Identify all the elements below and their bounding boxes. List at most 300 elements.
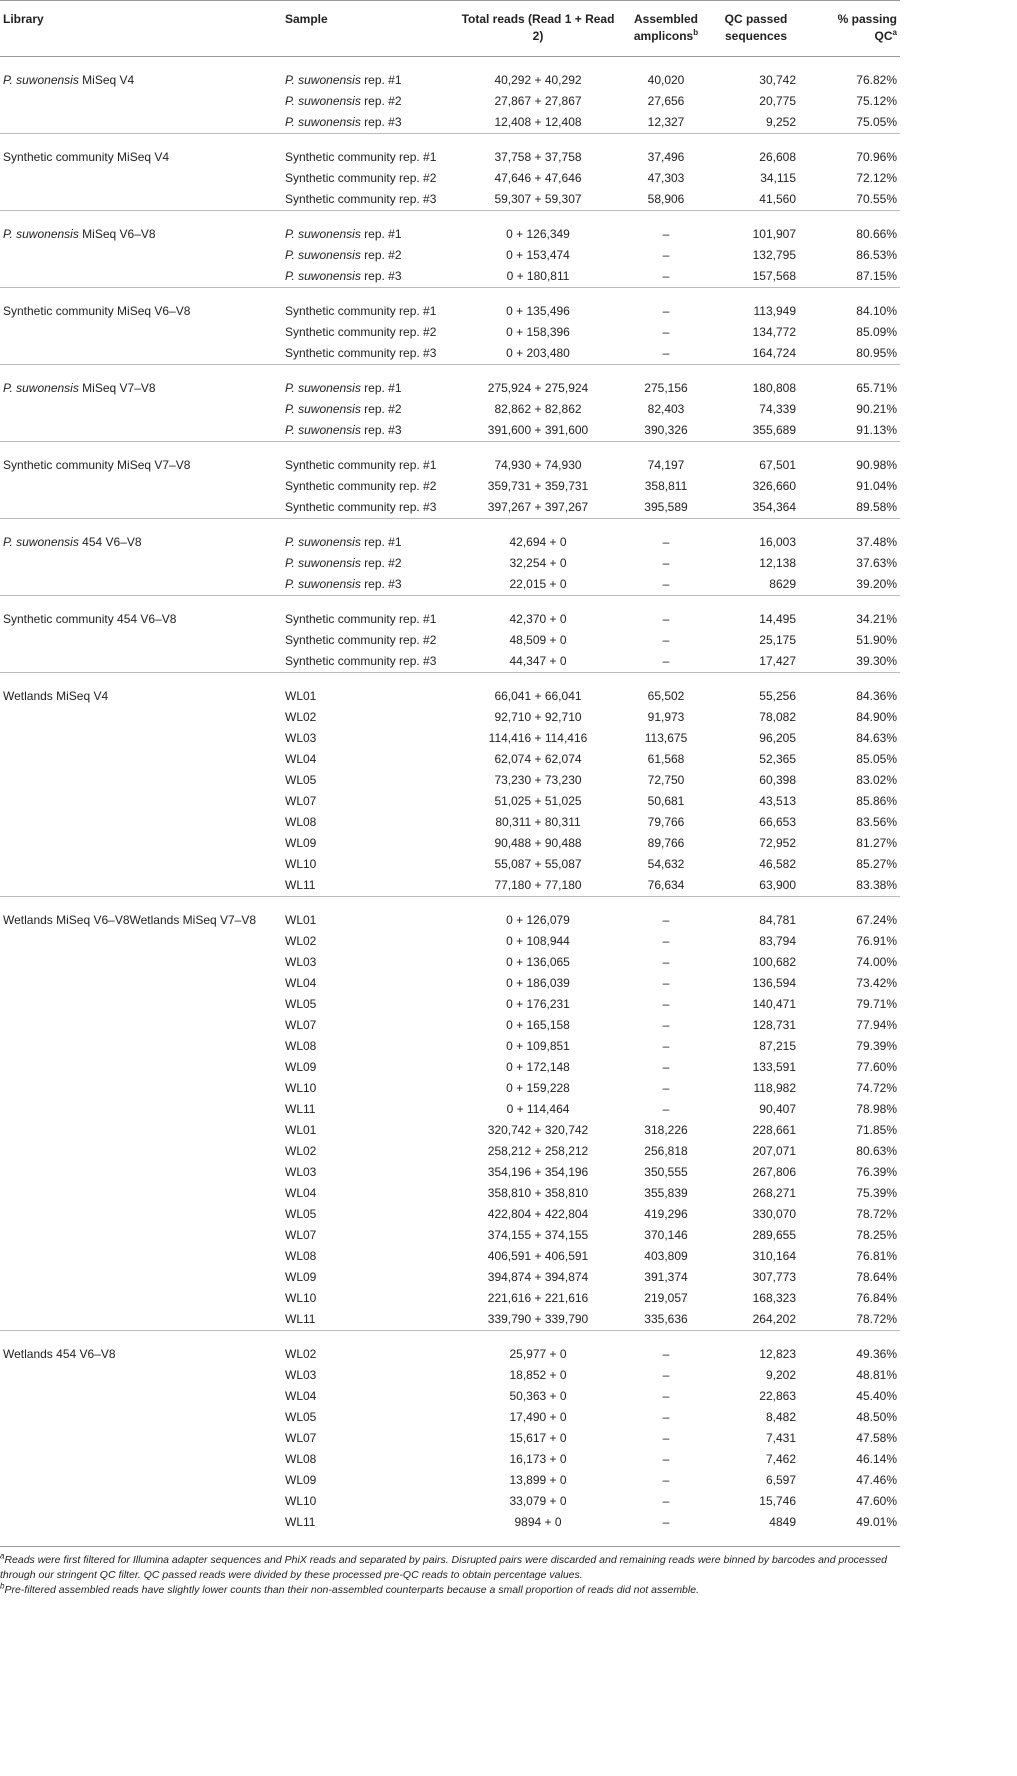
pct-passing-cell: 48.81%	[856, 1368, 897, 1382]
library-cell	[0, 749, 285, 770]
sample-cell	[285, 791, 460, 812]
total-reads-cell: 32,254 + 0	[509, 556, 567, 570]
table-row	[0, 224, 900, 245]
library-cell	[0, 1204, 285, 1225]
sample-cell	[285, 875, 460, 897]
total-reads-cell: 62,074 + 62,074	[494, 752, 582, 766]
library-name: MiSeq V6–V8	[78, 227, 156, 241]
assembled-cell: –	[662, 1515, 670, 1529]
sample-cell	[285, 749, 460, 770]
table-row	[0, 1036, 900, 1057]
assembled-cell: –	[662, 227, 670, 241]
sample-name-italic: P. suwonensis	[285, 248, 361, 262]
sample-name: WL04	[285, 752, 317, 766]
total-reads-cell: 51,025 + 51,025	[494, 794, 582, 808]
pct-passing-cell: 85.27%	[856, 857, 897, 871]
separator-cell	[716, 288, 820, 302]
sample-name: WL08	[285, 1452, 317, 1466]
table-row	[0, 973, 900, 994]
total-reads-cell: 406,591 + 406,591	[487, 1249, 589, 1263]
assembled-cell: 74,197	[647, 458, 685, 472]
qc-passed-cell: 118,982	[753, 1081, 796, 1095]
library-cell	[0, 1407, 285, 1428]
assembled-cell: 219,057	[644, 1291, 688, 1305]
separator-cell	[460, 897, 616, 911]
total-reads-cell: 422,804 + 422,804	[487, 1207, 589, 1221]
library-cell	[0, 854, 285, 875]
sample-cell	[285, 532, 460, 553]
pct-passing-cell: 75.39%	[856, 1186, 897, 1200]
table-body	[0, 57, 900, 1547]
table-row	[0, 651, 900, 673]
table-row	[0, 609, 900, 630]
total-reads-cell: 0 + 172,148	[506, 1060, 570, 1074]
qc-passed-cell: 60,398	[759, 773, 796, 787]
separator-cell	[820, 134, 900, 148]
sample-cell	[285, 707, 460, 728]
total-reads-cell: 9894 + 0	[514, 1515, 562, 1529]
library-cell	[0, 770, 285, 791]
qc-passed-cell: 90,407	[759, 1102, 796, 1116]
library-cell	[0, 1162, 285, 1183]
qc-passed-cell: 67,501	[759, 458, 796, 472]
sample-name: WL08	[285, 815, 317, 829]
qc-passed-cell: 132,795	[752, 248, 796, 262]
assembled-cell: –	[662, 248, 670, 262]
library-cell	[0, 791, 285, 812]
assembled-cell: 50,681	[647, 794, 685, 808]
sample-name-italic: P. suwonensis	[285, 381, 361, 395]
assembled-cell: –	[662, 934, 670, 948]
sample-name: Synthetic community rep. #3	[285, 192, 437, 206]
assembled-cell: 72,750	[647, 773, 685, 787]
separator-cell	[0, 596, 285, 610]
qc-passed-cell: 101,907	[752, 227, 796, 241]
table-row	[0, 812, 900, 833]
assembled-cell: –	[662, 346, 670, 360]
library-name: Wetlands MiSeq V4	[3, 689, 109, 703]
sample-name: WL11	[285, 1102, 316, 1116]
library-cell	[0, 378, 285, 399]
pct-passing-cell: 87.15%	[856, 269, 897, 283]
assembled-cell: 370,146	[644, 1228, 688, 1242]
sample-name: WL03	[285, 1368, 317, 1382]
sample-cell	[285, 497, 460, 519]
sample-cell	[285, 455, 460, 476]
sample-cell	[285, 833, 460, 854]
library-cell	[0, 1470, 285, 1491]
library-cell	[0, 1120, 285, 1141]
pct-passing-cell: 47.60%	[856, 1494, 897, 1508]
sample-name: WL01	[285, 913, 317, 927]
separator-cell	[0, 519, 285, 533]
sample-name-italic: P. suwonensis	[285, 94, 361, 108]
assembled-cell: 76,634	[647, 878, 685, 892]
separator-cell	[616, 365, 716, 379]
table-row	[0, 266, 900, 288]
qc-passed-cell: 4849	[769, 1515, 796, 1529]
sample-name: WL04	[285, 1186, 317, 1200]
separator-cell	[616, 442, 716, 456]
library-cell	[0, 1225, 285, 1246]
library-cell	[0, 812, 285, 833]
sample-cell	[285, 1344, 460, 1365]
library-cell	[0, 1015, 285, 1036]
separator-cell	[716, 519, 820, 533]
qc-passed-cell: 22,863	[759, 1389, 796, 1403]
sample-name: Synthetic community rep. #3	[285, 346, 437, 360]
sample-name: WL04	[285, 1389, 317, 1403]
group-separator	[0, 1331, 900, 1345]
qc-passed-cell: 12,138	[759, 556, 796, 570]
pct-passing-cell: 85.05%	[856, 752, 897, 766]
header-total-reads-text: Total reads (Read 1 + Read 2)	[461, 12, 615, 43]
sample-name: Synthetic community rep. #1	[285, 150, 437, 164]
library-name: Wetlands MiSeq V6–V8Wetlands MiSeq V7–V8	[3, 913, 257, 927]
sample-cell	[285, 245, 460, 266]
total-reads-cell: 0 + 159,228	[506, 1081, 570, 1095]
total-reads-cell: 47,646 + 47,646	[494, 171, 582, 185]
pct-passing-cell: 76.82%	[856, 73, 897, 87]
pct-passing-cell: 74.00%	[856, 955, 897, 969]
library-cell	[0, 70, 285, 91]
sample-name: rep. #2	[360, 556, 402, 570]
total-reads-cell: 16,173 + 0	[509, 1452, 567, 1466]
footnote-a-mark: a	[0, 1551, 5, 1561]
library-cell	[0, 189, 285, 211]
qc-passed-cell: 25,175	[759, 633, 796, 647]
library-cell	[0, 147, 285, 168]
sample-cell	[285, 1386, 460, 1407]
sample-cell	[285, 1036, 460, 1057]
sample-name: rep. #3	[360, 423, 402, 437]
total-reads-cell: 339,790 + 339,790	[487, 1312, 589, 1326]
qc-passed-cell: 8,482	[765, 1410, 796, 1424]
library-name-italic: P. suwonensis	[3, 73, 79, 87]
library-cell	[0, 1512, 285, 1533]
sample-name: WL10	[285, 1291, 317, 1305]
separator-cell	[820, 897, 900, 911]
table-row	[0, 476, 900, 497]
assembled-cell: –	[662, 325, 670, 339]
sample-cell	[285, 1491, 460, 1512]
separator-cell	[820, 596, 900, 610]
group-separator	[0, 673, 900, 687]
sample-cell	[285, 728, 460, 749]
assembled-cell: 390,326	[644, 423, 688, 437]
sample-name-italic: P. suwonensis	[285, 423, 361, 437]
pct-passing-cell: 49.36%	[856, 1347, 897, 1361]
assembled-cell: –	[662, 654, 670, 668]
qc-passed-cell: 264,202	[752, 1312, 796, 1326]
sample-cell	[285, 1309, 460, 1331]
assembled-cell: –	[662, 535, 670, 549]
assembled-cell: –	[662, 1368, 670, 1382]
sample-name: rep. #1	[360, 73, 402, 87]
total-reads-cell: 33,079 + 0	[509, 1494, 567, 1508]
library-name: Synthetic community MiSeq V7–V8	[3, 458, 191, 472]
pct-passing-cell: 83.02%	[856, 773, 897, 787]
sample-cell	[285, 224, 460, 245]
total-reads-cell: 25,977 + 0	[509, 1347, 567, 1361]
sample-name-italic: P. suwonensis	[285, 535, 361, 549]
separator-cell	[0, 365, 285, 379]
total-reads-cell: 0 + 153,474	[506, 248, 570, 262]
pct-passing-cell: 76.39%	[856, 1165, 897, 1179]
separator-cell	[285, 673, 460, 687]
sample-name: WL09	[285, 1270, 317, 1284]
library-cell	[0, 1428, 285, 1449]
total-reads-cell: 55,087 + 55,087	[494, 857, 582, 871]
group-separator	[0, 365, 900, 379]
total-reads-cell: 354,196 + 354,196	[487, 1165, 589, 1179]
sample-cell	[285, 1512, 460, 1533]
total-reads-cell: 394,874 + 394,874	[487, 1270, 589, 1284]
sample-cell	[285, 1428, 460, 1449]
assembled-cell: 391,374	[644, 1270, 688, 1284]
sample-cell	[285, 343, 460, 365]
assembled-cell: –	[662, 1081, 670, 1095]
library-name-italic: P. suwonensis	[3, 535, 79, 549]
assembled-cell: –	[662, 1410, 670, 1424]
assembled-cell: 37,496	[647, 150, 685, 164]
table-row	[0, 70, 900, 91]
table-row	[0, 420, 900, 442]
assembled-cell: 403,809	[644, 1249, 688, 1263]
qc-passed-cell: 168,323	[752, 1291, 796, 1305]
total-reads-cell: 0 + 165,158	[506, 1018, 570, 1032]
table-row	[0, 707, 900, 728]
library-cell	[0, 931, 285, 952]
qc-passed-cell: 16,003	[759, 535, 796, 549]
qc-passed-cell: 207,071	[752, 1144, 796, 1158]
spacer-cell	[616, 1533, 716, 1546]
sample-cell	[285, 952, 460, 973]
pct-passing-cell: 67.24%	[856, 913, 897, 927]
sample-name-italic: P. suwonensis	[285, 115, 361, 129]
pct-passing-cell: 78.25%	[856, 1228, 897, 1242]
table-row	[0, 1267, 900, 1288]
header-pct-passing-text: % passing QC	[837, 12, 897, 43]
sample-name: rep. #1	[360, 381, 402, 395]
pct-passing-cell: 90.21%	[856, 402, 897, 416]
qc-passed-cell: 52,365	[759, 752, 796, 766]
library-cell	[0, 952, 285, 973]
library-cell	[0, 609, 285, 630]
sample-cell	[285, 931, 460, 952]
sample-name: rep. #1	[360, 535, 402, 549]
library-name: 454 V6–V8	[78, 535, 142, 549]
total-reads-cell: 92,710 + 92,710	[494, 710, 582, 724]
sample-cell	[285, 770, 460, 791]
sample-name: rep. #2	[360, 248, 402, 262]
sample-name: Synthetic community rep. #3	[285, 654, 437, 668]
sample-name: WL09	[285, 836, 317, 850]
sample-cell	[285, 1141, 460, 1162]
separator-cell	[0, 442, 285, 456]
sample-cell	[285, 994, 460, 1015]
library-cell	[0, 455, 285, 476]
pct-passing-cell: 83.56%	[856, 815, 897, 829]
qc-passed-cell: 136,594	[752, 976, 796, 990]
table-row	[0, 343, 900, 365]
qc-passed-cell: 15,746	[759, 1494, 796, 1508]
sample-name: WL10	[285, 1081, 317, 1095]
group-separator	[0, 211, 900, 225]
separator-cell	[460, 211, 616, 225]
sample-name: WL09	[285, 1060, 317, 1074]
header-assembled-footnote-mark: b	[693, 28, 699, 37]
pct-passing-cell: 70.55%	[856, 192, 897, 206]
separator-cell	[820, 211, 900, 225]
assembled-cell: –	[662, 556, 670, 570]
pct-passing-cell: 85.86%	[856, 794, 897, 808]
total-reads-cell: 42,370 + 0	[509, 612, 567, 626]
qc-passed-cell: 34,115	[760, 171, 796, 185]
qc-passed-cell: 140,471	[752, 997, 796, 1011]
separator-cell	[820, 673, 900, 687]
qc-passed-cell: 46,582	[759, 857, 796, 871]
assembled-cell: 65,502	[647, 689, 685, 703]
qc-passed-cell: 7,462	[765, 1452, 796, 1466]
pct-passing-cell: 49.01%	[856, 1515, 897, 1529]
library-cell	[0, 1246, 285, 1267]
qc-passed-cell: 78,082	[759, 710, 796, 724]
table-row	[0, 553, 900, 574]
separator-cell	[616, 596, 716, 610]
separator-cell	[0, 211, 285, 225]
total-reads-cell: 221,616 + 221,616	[487, 1291, 589, 1305]
total-reads-cell: 73,230 + 73,230	[494, 773, 582, 787]
pct-passing-cell: 81.27%	[856, 836, 897, 850]
assembled-cell: 47,303	[647, 171, 685, 185]
total-reads-cell: 18,852 + 0	[509, 1368, 567, 1382]
library-cell	[0, 630, 285, 651]
sample-cell	[285, 189, 460, 211]
qc-passed-cell: 26,608	[759, 150, 796, 164]
footnote-a	[0, 1553, 900, 1583]
table-row	[0, 630, 900, 651]
assembled-cell: –	[662, 577, 670, 591]
library-cell	[0, 1183, 285, 1204]
library-name: Wetlands 454 V6–V8	[3, 1347, 116, 1361]
group-separator	[0, 134, 900, 148]
library-cell	[0, 1141, 285, 1162]
pct-passing-cell: 72.12%	[856, 171, 897, 185]
qc-passed-cell: 14,495	[759, 612, 796, 626]
qc-passed-cell: 180,808	[752, 381, 796, 395]
pct-passing-cell: 90.98%	[856, 458, 897, 472]
library-name: Synthetic community MiSeq V4	[3, 150, 170, 164]
assembled-cell: –	[662, 269, 670, 283]
sample-name: WL04	[285, 976, 317, 990]
sample-cell	[285, 91, 460, 112]
table-bottom-spacer	[0, 1533, 900, 1546]
sample-name: WL03	[285, 1165, 317, 1179]
library-cell	[0, 1036, 285, 1057]
sample-name: rep. #3	[360, 577, 402, 591]
qc-passed-cell: 355,689	[752, 423, 796, 437]
header-library: Library	[0, 1, 285, 57]
qc-passed-cell: 289,655	[752, 1228, 796, 1242]
library-cell	[0, 266, 285, 288]
sample-cell	[285, 1204, 460, 1225]
sample-cell	[285, 322, 460, 343]
sample-name: Synthetic community rep. #2	[285, 325, 437, 339]
total-reads-cell: 48,509 + 0	[509, 633, 567, 647]
library-cell	[0, 1078, 285, 1099]
sample-cell	[285, 147, 460, 168]
pct-passing-cell: 80.95%	[856, 346, 897, 360]
pct-passing-cell: 78.72%	[856, 1207, 897, 1221]
total-reads-cell: 40,292 + 40,292	[494, 73, 582, 87]
total-reads-cell: 374,155 + 374,155	[487, 1228, 589, 1242]
assembled-cell: 256,818	[644, 1144, 688, 1158]
group-separator	[0, 519, 900, 533]
spacer-cell	[820, 1533, 900, 1546]
sample-name: WL05	[285, 1207, 317, 1221]
sample-cell	[285, 399, 460, 420]
assembled-cell: –	[662, 976, 670, 990]
assembled-cell: 27,656	[647, 94, 685, 108]
sample-cell	[285, 1120, 460, 1141]
table-row	[0, 147, 900, 168]
assembled-cell: 113,675	[644, 731, 688, 745]
library-cell	[0, 833, 285, 854]
qc-passed-cell: 30,742	[759, 73, 796, 87]
table-row	[0, 168, 900, 189]
assembled-cell: –	[662, 1473, 670, 1487]
pct-passing-cell: 83.38%	[856, 878, 897, 892]
table-row	[0, 1204, 900, 1225]
table-row	[0, 1183, 900, 1204]
pct-passing-cell: 65.71%	[856, 381, 897, 395]
separator-cell	[820, 288, 900, 302]
qc-passed-cell: 41,560	[759, 192, 796, 206]
table-row	[0, 952, 900, 973]
table-row	[0, 1365, 900, 1386]
library-cell	[0, 1309, 285, 1331]
sample-cell	[285, 812, 460, 833]
library-cell	[0, 1267, 285, 1288]
pct-passing-cell: 34.21%	[856, 612, 897, 626]
assembled-cell: –	[662, 1431, 670, 1445]
assembled-cell: 82,403	[647, 402, 685, 416]
qc-passed-cell: 307,773	[752, 1270, 796, 1284]
assembled-cell: 91,973	[647, 710, 685, 724]
sample-name: Synthetic community rep. #1	[285, 304, 437, 318]
sample-cell	[285, 1162, 460, 1183]
library-cell	[0, 91, 285, 112]
pct-passing-cell: 78.98%	[856, 1102, 897, 1116]
footnote-b-text: Pre-filtered assembled reads have slightly lower counts than their non-assembled counterparts because a small proportion of reads did not assemble.	[4, 1584, 699, 1596]
qc-passed-cell: 268,271	[752, 1186, 796, 1200]
table-row	[0, 1078, 900, 1099]
total-reads-cell: 275,924 + 275,924	[487, 381, 589, 395]
library-cell	[0, 994, 285, 1015]
sample-cell	[285, 1225, 460, 1246]
sample-name: rep. #3	[360, 115, 402, 129]
assembled-cell: –	[662, 1060, 670, 1074]
library-cell	[0, 651, 285, 673]
total-reads-cell: 80,311 + 80,311	[495, 815, 581, 829]
separator-cell	[460, 519, 616, 533]
sample-name: WL08	[285, 1249, 317, 1263]
sample-name: rep. #3	[360, 269, 402, 283]
library-name: MiSeq V4	[78, 73, 135, 87]
sample-cell	[285, 1057, 460, 1078]
library-name: Synthetic community 454 V6–V8	[3, 612, 177, 626]
